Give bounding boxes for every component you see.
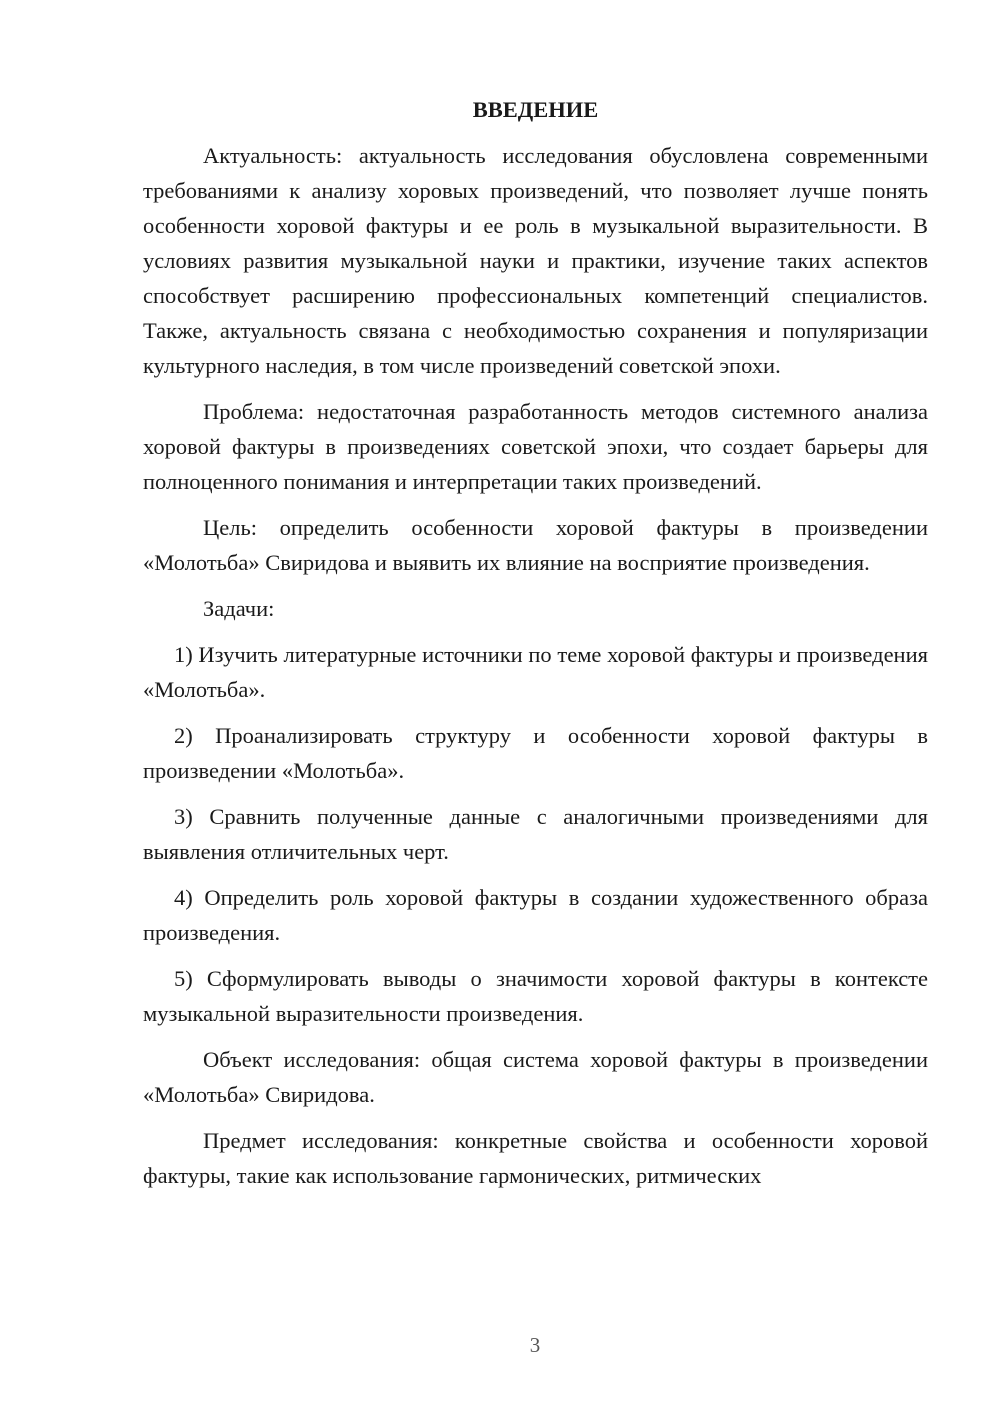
paragraph-subject: Предмет исследования: конкретные свойства и особенности хоровой фактуры, такие как использование гармонических, ритмических: [143, 1128, 928, 1188]
paragraph-relevance: Актуальность: актуальность исследования обусловлена современными требованиями к анализу хоровых произведений, что позволяет лучше понять особенности хоровой фактуры и ее роль в музыкальной выразительности. В условиях развития музыкальной науки и практики, изучение таких аспектов способствует расширению профессиональных компетенций специалистов. Также, актуальность связана с необходимостью сохранения и популяризации культурного наследия, в том числе произведений советской эпохи.: [143, 143, 928, 378]
task-item-2: 2) Проанализировать структуру и особенности хоровой фактуры в произведении «Молотьба».: [143, 723, 928, 783]
page-body: [143, 92, 928, 1204]
task-item-3: 3) Сравнить полученные данные с аналогичными произведениями для выявления отличительных черт.: [143, 804, 928, 864]
paragraph-problem: Проблема: недостаточная разработанность методов системного анализа хоровой фактуры в произведениях советской эпохи, что создает барьеры для полноценного понимания и интерпретации таких произведений.: [143, 399, 928, 494]
paragraph-object: Объект исследования: общая система хоровой фактуры в произведении «Молотьба» Свиридова.: [143, 1047, 928, 1107]
paragraph-tasks-heading: Задачи:: [203, 596, 275, 621]
task-item-1: 1) Изучить литературные источники по теме хоровой фактуры и произведения «Молотьба».: [143, 642, 928, 702]
task-item-5: 5) Сформулировать выводы о значимости хоровой фактуры в контексте музыкальной выразительности произведения.: [143, 966, 928, 1026]
page-number: 3: [529, 1333, 541, 1357]
paragraph-goal: Цель: определить особенности хоровой фактуры в произведении «Молотьба» Свиридова и выявить их влияние на восприятие произведения.: [143, 515, 928, 575]
page-title: ВВЕДЕНИЕ: [472, 97, 599, 122]
task-item-4: 4) Определить роль хоровой фактуры в создании художественного образа произведения.: [143, 885, 928, 945]
